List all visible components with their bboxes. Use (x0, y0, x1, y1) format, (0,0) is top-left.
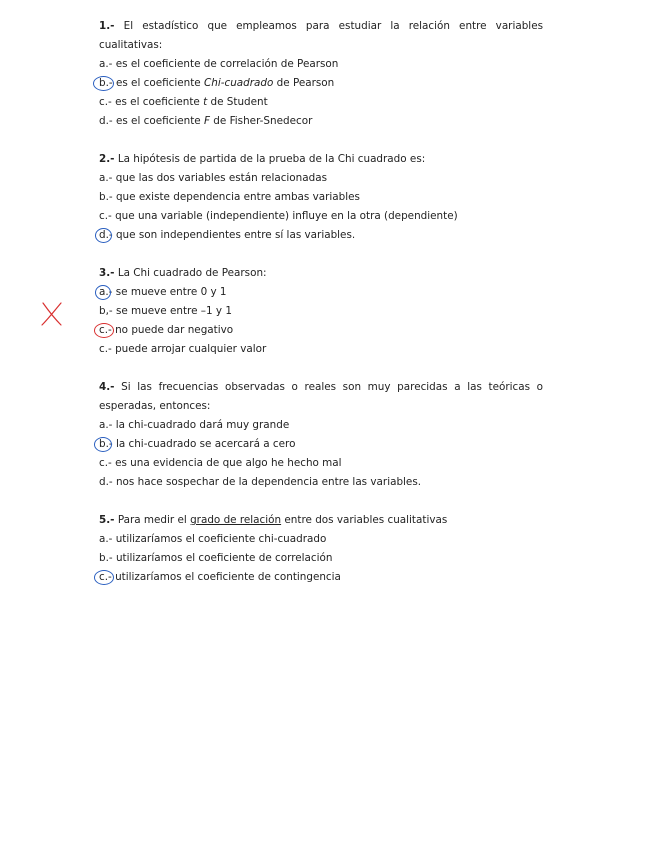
option-b[interactable]: b,- se mueve entre –1 y 1 (99, 305, 232, 317)
question-number: 3.- (99, 267, 115, 279)
question-stem-continued: cualitativas: (99, 39, 163, 51)
question-number: 4.- (99, 381, 115, 393)
option-d[interactable]: d.- es el coeficiente F de Fisher-Snedecor (99, 115, 313, 127)
option-c[interactable]: c.- utilizaríamos el coeficiente de contingencia (99, 568, 543, 587)
question-stem-end: entre dos variables cualitativas (281, 514, 448, 526)
option-d[interactable]: d.- que son independientes entre sí las variables. (99, 226, 543, 245)
question-number: 5.- (99, 514, 115, 526)
question-stem-continued: esperadas, entonces: (99, 400, 211, 412)
question-number: 2.- (99, 153, 115, 165)
wrong-answer-circle (94, 323, 114, 338)
question-2 (99, 150, 543, 245)
question-1 (99, 17, 543, 131)
option-b[interactable]: b.- utilizaríamos el coeficiente de correlación (99, 552, 333, 564)
correct-answer-circle (95, 285, 111, 300)
question-4 (99, 378, 543, 492)
correct-answer-circle (95, 228, 112, 243)
option-c[interactable]: c.- es el coeficiente t de Student (99, 96, 268, 108)
question-stem: Si las frecuencias observadas o reales son muy parecidas a las teóricas o (121, 381, 543, 393)
option-c[interactable]: c.- que una variable (independiente) influye en la otra (dependiente) (99, 210, 458, 222)
option-a[interactable]: a.- se mueve entre 0 y 1 (99, 283, 543, 302)
option-d[interactable]: c.- puede arrojar cualquier valor (99, 343, 267, 355)
question-number: 1.- (99, 20, 115, 32)
option-b[interactable]: b.- que existe dependencia entre ambas variables (99, 191, 360, 203)
option-b[interactable]: b.- es el coeficiente Chi-cuadrado de Pearson (99, 74, 543, 93)
question-stem: El estadístico que empleamos para estudiar la relación entre variables (123, 20, 543, 32)
option-b[interactable]: b.- la chi-cuadrado se acercará a cero (99, 435, 543, 454)
wrong-mark-x-icon (40, 301, 64, 327)
question-stem: La hipótesis de partida de la prueba de la Chi cuadrado es: (117, 153, 426, 165)
question-stem: La Chi cuadrado de Pearson: (117, 267, 267, 279)
question-3 (99, 264, 543, 359)
option-a[interactable]: a.- utilizaríamos el coeficiente chi-cuadrado (99, 533, 327, 545)
option-a[interactable]: a.- es el coeficiente de correlación de Pearson (99, 58, 339, 70)
option-c[interactable]: c.- no puede dar negativo (99, 321, 543, 340)
option-d[interactable]: d.- nos hace sospechar de la dependencia entre las variables. (99, 476, 422, 488)
underlined-phrase: grado de relación (190, 514, 282, 526)
option-a[interactable]: a.- que las dos variables están relacionadas (99, 172, 327, 184)
correct-answer-circle (94, 437, 112, 452)
question-stem-start: Para medir el (117, 514, 191, 526)
option-c[interactable]: c.- es una evidencia de que algo he hecho mal (99, 457, 342, 469)
correct-answer-circle (93, 76, 114, 91)
question-5 (99, 511, 543, 587)
option-a[interactable]: a.- la chi-cuadrado dará muy grande (99, 419, 290, 431)
correct-answer-circle (94, 570, 114, 585)
